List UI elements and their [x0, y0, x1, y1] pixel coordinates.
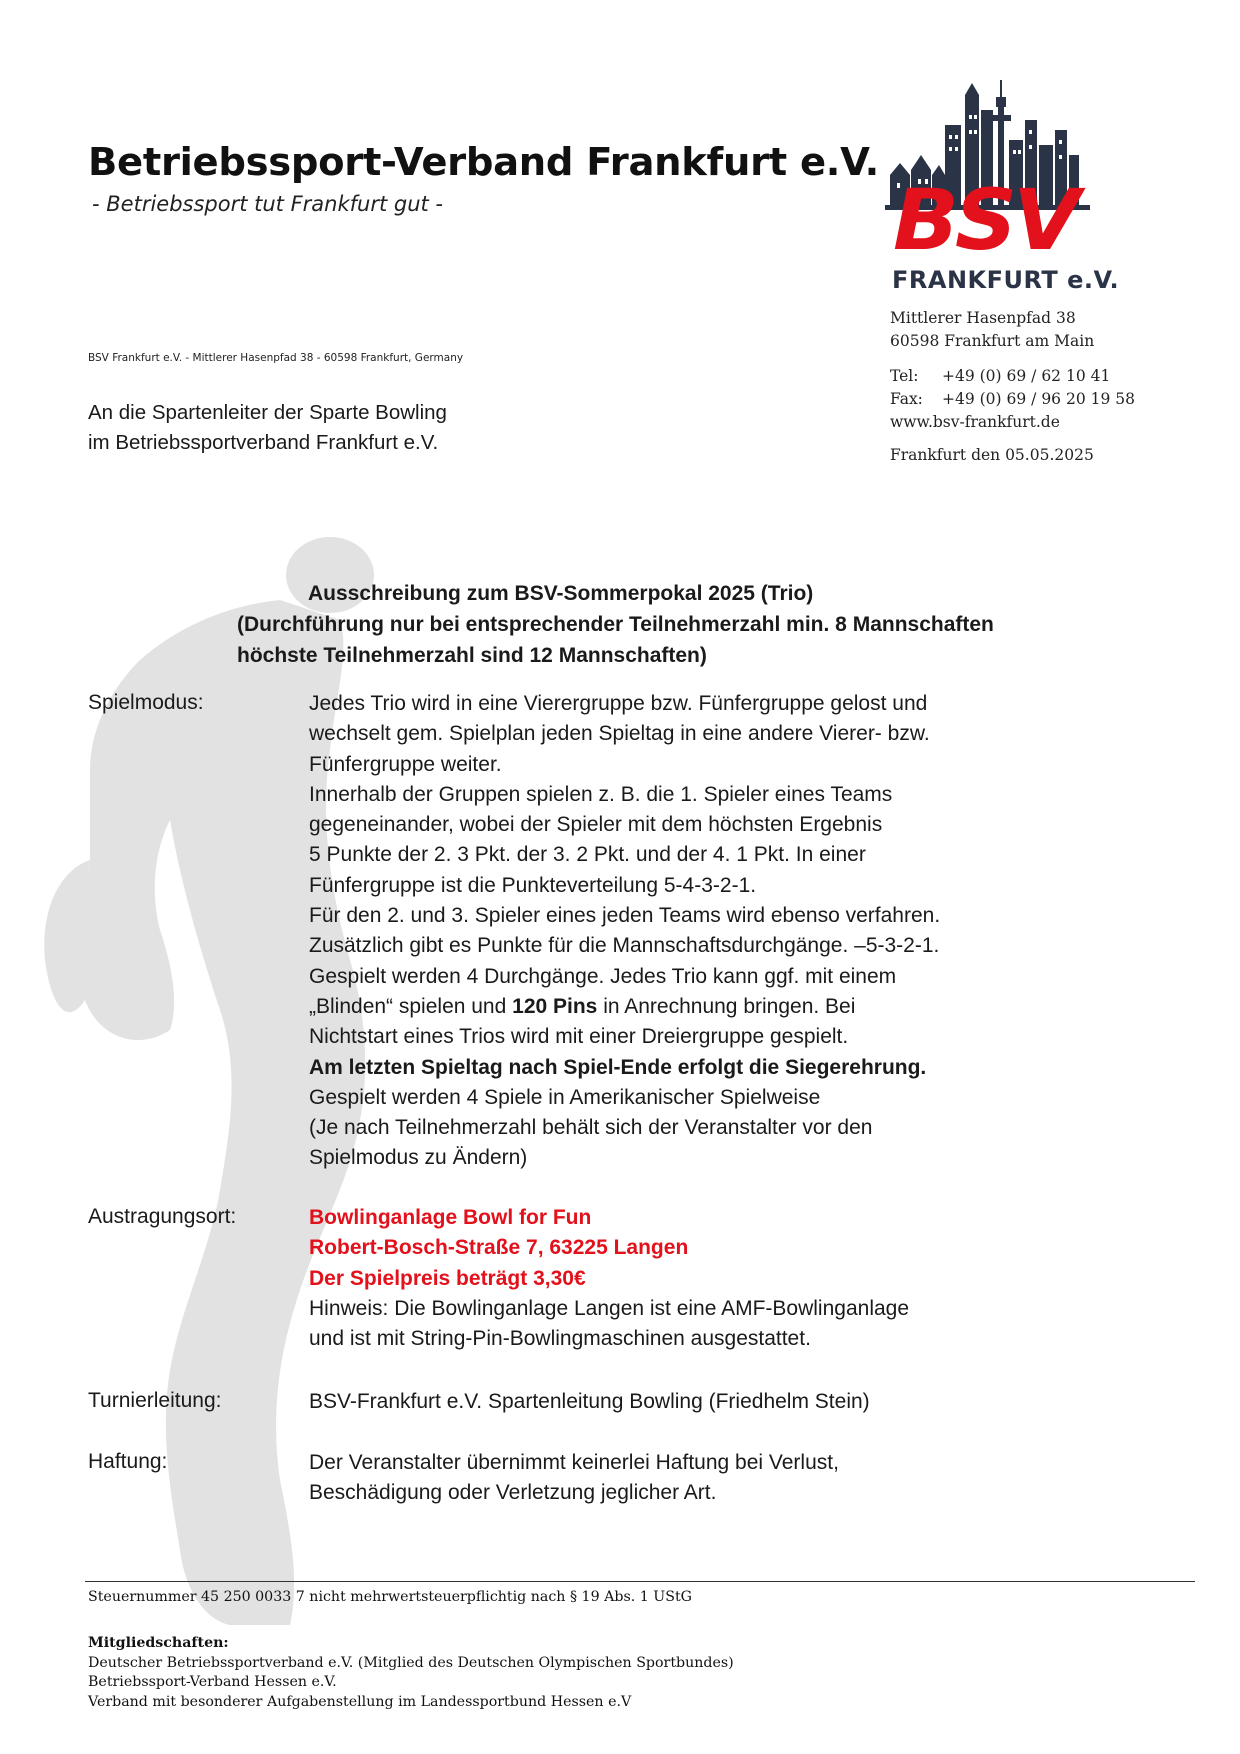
section-label-turnierleitung: Turnierleitung: [88, 1389, 222, 1412]
organization-name: Betriebssport-Verband Frankfurt e.V. [88, 140, 879, 185]
recipient-block [88, 398, 447, 458]
phone-label: Tel: [890, 367, 919, 385]
bsv-logo-text: BSV [893, 171, 1076, 269]
contact-website: www.bsv-frankfurt.de [890, 413, 1060, 431]
recipient-line: An die Spartenleiter der Sparte Bowling [88, 401, 447, 424]
phone-value: +49 (0) 69 / 62 10 41 [942, 367, 1111, 385]
section-label-spielmodus: Spielmodus: [88, 691, 204, 714]
section-label-austragungsort: Austragungsort: [88, 1205, 237, 1228]
text-line: Hinweis: Die Bowlinganlage Langen ist eine AMF-Bowlinganlage [309, 1296, 910, 1320]
award-ceremony-line: Am letzten Spieltag nach Spiel-Ende erfolgt die Siegerehrung. [309, 1055, 927, 1079]
memberships-block [88, 1634, 734, 1712]
membership-line: Deutscher Betriebssportverband e.V. (Mitglied des Deutschen Olympischen Sportbundes) [88, 1654, 734, 1671]
section-body-haftung [309, 1448, 1069, 1509]
organization-slogan: - Betriebssport tut Frankfurt gut - [92, 192, 444, 216]
contact-phone [890, 365, 1135, 388]
contact-block [890, 307, 1135, 467]
text-line: BSV-Frankfurt e.V. Spartenleitung Bowling (Friedhelm Stein) [309, 1390, 870, 1413]
contact-street: Mittlerer Hasenpfad 38 [890, 309, 1076, 327]
text-line: Zusätzlich gibt es Punkte für die Mannschaftsdurchgänge. –5-3-2-1. [309, 934, 940, 958]
text-line: Spielmodus zu Ändern) [309, 1146, 528, 1170]
membership-line: Verband mit besonderer Aufgabenstellung im Landessportbund Hessen e.V [88, 1693, 632, 1710]
venue-address: Robert-Bosch-Straße 7, 63225 Langen [309, 1236, 689, 1260]
footer-divider [85, 1581, 1195, 1582]
text-line: (Je nach Teilnehmerzahl behält sich der Veranstalter vor den [309, 1116, 873, 1140]
game-price: Der Spielpreis beträgt 3,30€ [309, 1266, 586, 1290]
sender-address-line: BSV Frankfurt e.V. - Mittlerer Hasenpfad 38 - 60598 Frankfurt, Germany [88, 352, 464, 364]
title-line: Ausschreibung zum BSV-Sommerpokal 2025 (Trio) [308, 582, 814, 605]
title-line: höchste Teilnehmerzahl sind 12 Mannschaften) [237, 644, 707, 667]
letter-date: Frankfurt den 05.05.2025 [890, 446, 1094, 464]
tax-number-line: Steuernummer 45 250 0033 7 nicht mehrwertsteuerpflichtig nach § 19 Abs. 1 UStG [88, 1589, 692, 1605]
section-body-spielmodus [309, 689, 1069, 1174]
text-line: gegeneinander, wobei der Spieler mit dem höchsten Ergebnis [309, 813, 883, 837]
title-line: (Durchführung nur bei entsprechender Teilnehmerzahl min. 8 Mannschaften [237, 613, 994, 636]
text-line: Nichtstart eines Trios wird mit einer Dreiergruppe gespielt. [309, 1025, 849, 1049]
section-label-haftung: Haftung: [88, 1450, 168, 1473]
contact-city: 60598 Frankfurt am Main [890, 332, 1095, 350]
announcement-title [237, 578, 994, 671]
text-line: Beschädigung oder Verletzung jeglicher Art. [309, 1481, 717, 1505]
text-line: Innerhalb der Gruppen spielen z. B. die 1. Spieler eines Teams [309, 782, 893, 806]
blind-text-end: in Anrechnung bringen. Bei [597, 994, 856, 1018]
text-line: und ist mit String-Pin-Bowlingmaschinen ausgestattet. [309, 1327, 811, 1351]
blind-text: „Blinden“ spielen und [309, 994, 513, 1018]
fax-label: Fax: [890, 390, 923, 408]
text-line: Fünfergruppe ist die Punkteverteilung 5-4-3-2-1. [309, 873, 757, 897]
text-line: Jedes Trio wird in eine Vierergruppe bzw. Fünfergruppe gelost und [309, 692, 928, 715]
membership-line: Betriebssport-Verband Hessen e.V. [88, 1674, 337, 1690]
text-line: Fünfergruppe weiter. [309, 752, 502, 776]
text-line: Für den 2. und 3. Spieler eines jeden Teams wird ebenso verfahren. [309, 904, 941, 928]
fax-value: +49 (0) 69 / 96 20 19 58 [942, 390, 1135, 408]
blind-pins: 120 Pins [512, 994, 598, 1018]
text-line: Gespielt werden 4 Durchgänge. Jedes Trio kann ggf. mit einem [309, 964, 897, 988]
venue-name: Bowlinganlage Bowl for Fun [309, 1206, 592, 1229]
text-line: wechselt gem. Spielplan jeden Spieltag in eine andere Vierer- bzw. [309, 722, 930, 746]
bsv-logo-subtitle: FRANKFURT e.V. [892, 266, 1120, 294]
recipient-line: im Betriebssportverband Frankfurt e.V. [88, 431, 439, 454]
memberships-heading: Mitgliedschaften: [88, 1635, 229, 1651]
section-body-austragungsort [309, 1203, 1069, 1354]
section-body-turnierleitung [309, 1387, 1069, 1417]
contact-fax [890, 388, 1135, 411]
text-line: Der Veranstalter übernimmt keinerlei Haftung bei Verlust, [309, 1451, 839, 1474]
text-line: 5 Punkte der 2. 3 Pkt. der 3. 2 Pkt. und der 4. 1 Pkt. In einer [309, 843, 866, 867]
text-line-blind [309, 992, 1069, 1022]
text-line: Gespielt werden 4 Spiele in Amerikanischer Spielweise [309, 1085, 821, 1109]
